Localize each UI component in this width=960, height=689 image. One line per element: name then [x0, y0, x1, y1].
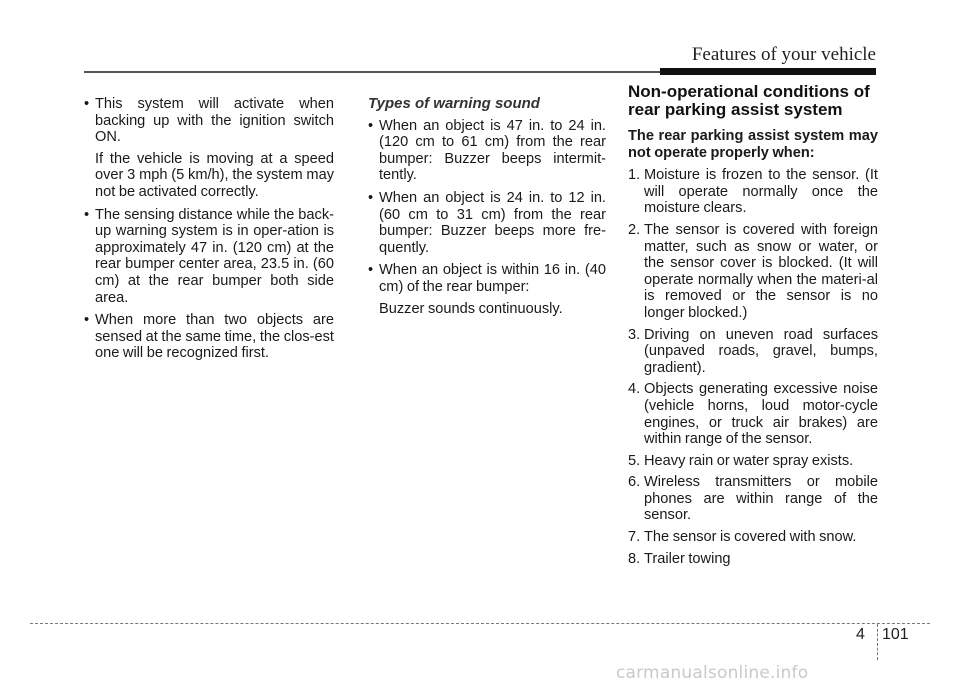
item-number: 2. [628, 221, 641, 238]
column-right [628, 82, 878, 572]
chapter-number: 4 [856, 626, 865, 643]
list-item [628, 453, 878, 470]
item-number: 1. [628, 167, 641, 184]
section-heading: Non-operational conditions of rear parking assist system [628, 82, 870, 119]
item-text: Objects generating excessive noise (vehicle horns, loud motor-cycle engines, or truck air brakes) are within range of the sensor. [644, 381, 878, 448]
bullet-list [84, 96, 334, 362]
bullet-text: When more than two objects are sensed at the same time, the clos-est one will be recognized first. [95, 312, 334, 362]
item-text: Trailer towing [644, 550, 731, 567]
item-text: Driving on uneven road surfaces (unpaved roads, gravel, bumps, gradient). [644, 326, 878, 376]
list-item [84, 312, 334, 362]
item-text: Moisture is frozen to the sensor. (It will operate normally once the moisture clears. [644, 167, 878, 217]
item-text: Wireless transmitters or mobile phones are within range of the sensor. [644, 474, 878, 524]
section-intro: The rear parking assist system may not operate properly when: [628, 128, 878, 161]
numbered-list [628, 167, 878, 567]
list-item [84, 96, 334, 201]
item-number: 7. [628, 529, 641, 546]
item-text: The sensor is covered with snow. [644, 529, 857, 546]
bullet-text: When an object is 24 in. to 12 in. (60 cm to 31 cm) from the rear bumper: Buzzer beeps more fre-quently. [379, 189, 606, 256]
item-number: 8. [628, 550, 641, 567]
bullet-text: When an object is 47 in. to 24 in. (120 cm to 61 cm) from the rear bumper: Buzzer beeps intermit-tently. [379, 117, 606, 184]
column-middle [368, 96, 606, 323]
footer-divider [877, 624, 878, 660]
list-item [628, 529, 878, 546]
bullet-note: If the vehicle is moving at a speed over 3 mph (5 km/h), the system may not be activated correctly. [95, 150, 334, 200]
footer-rule [30, 623, 930, 624]
header-rule [84, 71, 660, 73]
list-item [628, 381, 878, 447]
watermark: carmanualsonline.info [616, 663, 809, 683]
header-rule-bold [660, 68, 876, 75]
bullet-text: This system will activate when backing up with the ignition switch ON. [95, 96, 334, 146]
bullet-note: Buzzer sounds continuously. [379, 300, 563, 317]
list-item [84, 207, 334, 307]
item-number: 6. [628, 474, 641, 491]
list-item [368, 118, 606, 184]
item-text: The sensor is covered with foreign matter, such as snow or water, or the sensor cover is blocked. (It will operate normally when the materi-al is removed or the sensor is no longer blocked.) [644, 221, 878, 321]
list-item [628, 167, 878, 217]
page-number: 101 [882, 626, 909, 643]
item-number: 4. [628, 381, 641, 398]
bullet-text: When an object is within 16 in. (40 cm) of the rear bumper: [379, 262, 606, 295]
column-left [84, 96, 334, 368]
bullet-text: The sensing distance while the back-up warning system is in oper-ation is approximately 47 in. (120 cm) at the rear bumper center area, 23.5 in. (60 cm) at the rear bumper both side area. [95, 206, 334, 306]
list-item [368, 190, 606, 256]
list-item [628, 474, 878, 524]
bullet-list [368, 118, 606, 318]
list-item [628, 327, 878, 377]
item-number: 5. [628, 452, 641, 469]
list-item [628, 222, 878, 322]
list-item [628, 551, 878, 568]
item-text: Heavy rain or water spray exists. [644, 452, 854, 469]
section-subheading: Types of warning sound [368, 95, 540, 112]
header-title: Features of your vehicle [691, 44, 876, 65]
list-item [368, 262, 606, 317]
item-number: 3. [628, 326, 641, 343]
